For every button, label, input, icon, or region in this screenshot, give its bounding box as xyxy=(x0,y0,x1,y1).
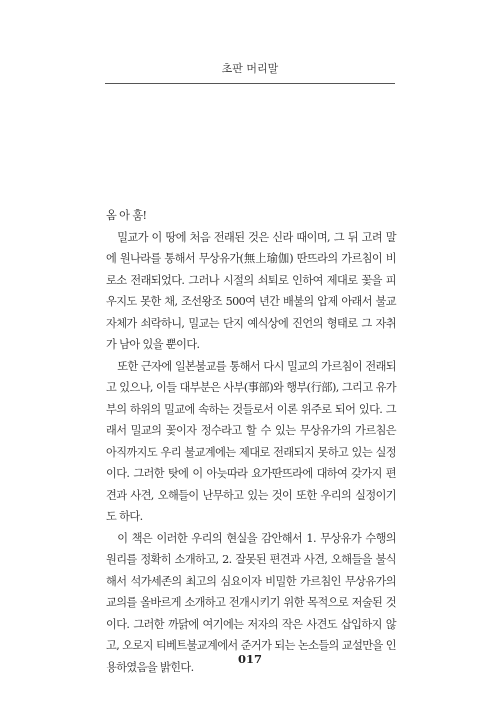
page-number: 017 xyxy=(237,652,262,666)
paragraph-3: 이 책은 이러한 우리의 현실을 감안해서 1. 무상유가 수행의 원리를 정확히 소개하고, 2. 잘못된 편견과 사견, 오해들을 불식해서 석가세존의 최고의 심요이자 비밀한 가르침인 무상유가의 교의를 올바르게 소개하고 전개시키기 위한 목적으로 저술된 것이다. 그러한 까닭에 여기에는 저자의 작은 사견도 삽입하지 않고, 오로지 티베트불교계에서 준거가 되는 논소들의 교설만을 인용하였음을 밝힌다. xyxy=(106,531,396,674)
paragraph-1: 밀교가 이 땅에 처음 전래된 것은 신라 때이며, 그 뒤 고려 말에 원나라를 통해서 무상유가(無上瑜伽) 딴뜨라의 가르침이 비로소 전래되었다. 그러나 시절의 쇠퇴로 인하여 제대로 꽃을 피우지도 못한 채, 조선왕조 500여 년간 배불의 압제 아래서 불교 자체가 쇠락하니, 밀교는 단지 예식상에 진언의 형태로 그 자취가 남아 있을 뿐이다. xyxy=(106,230,396,351)
salutation: 옴 아 훔! xyxy=(106,209,147,222)
header-rule xyxy=(105,83,395,84)
body-text xyxy=(106,205,396,678)
paragraph-2: 또한 근자에 일본불교를 통해서 다시 밀교의 가르침이 전래되고 있으나, 이들 대부분은 사부(事部)와 행부(行部), 그리고 유가부의 하위의 밀교에 속하는 것들로서 이론 위주로 되어 있다. 그래서 밀교의 꽃이자 정수라고 할 수 있는 무상유가의 가르침은 아직까지도 우리 불교계에는 제대로 전래되지 못하고 있는 실정이다. 그러한 탓에 이 아늣따라 요가딴뜨라에 대하여 갖가지 편견과 사견, 오해들이 난무하고 있는 것이 또한 우리의 실정이기도 하다. xyxy=(106,359,396,523)
running-header: 초판 머리말 xyxy=(221,62,279,75)
